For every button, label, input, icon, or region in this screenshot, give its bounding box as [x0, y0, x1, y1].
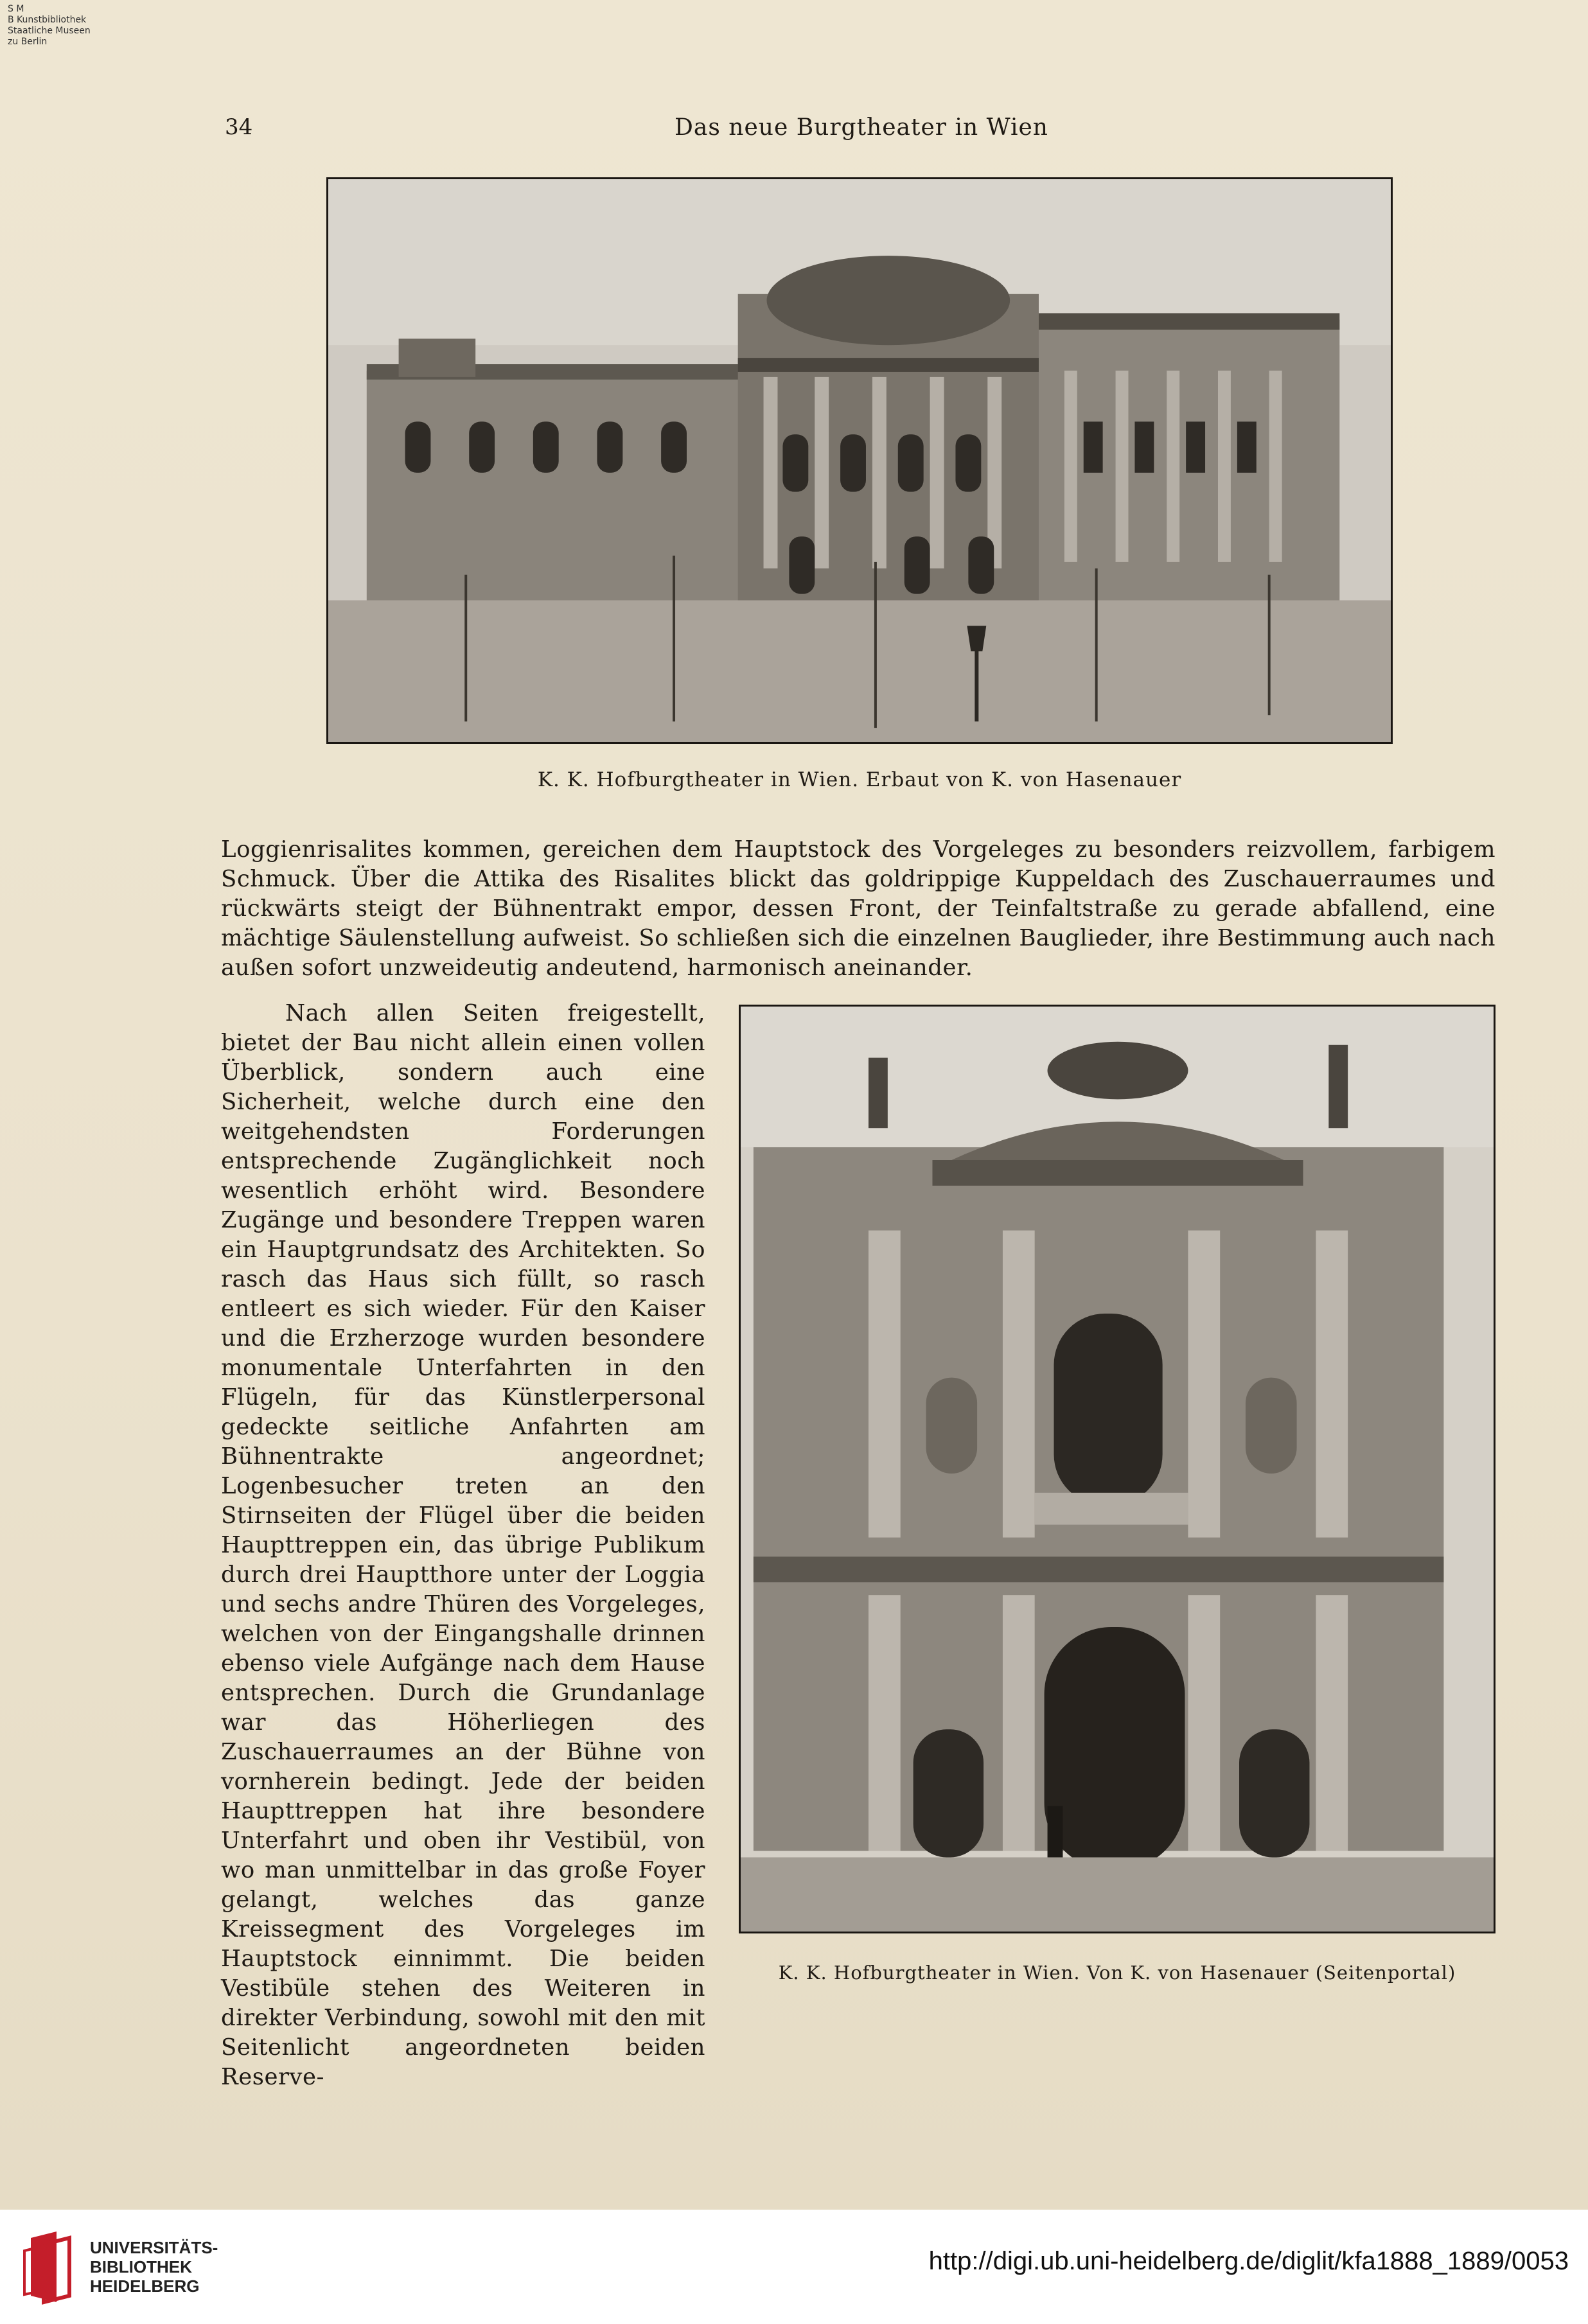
paragraph-1: Loggienrisalites kommen, gereichen dem Hauptstock des Vorgeleges zu besonders reizvollem, farbigem Schmuck. Über die Attika des Risalites blickt das goldrippige Kuppeldach des Zuschauerraumes und rückwärts steigt der Bühnentrakt empor, dessen Front, der Teinfaltstraße zu gerade abfallend, eine mächtige Säulenstellung aufweist. So schließen sich die einzelnen Bauglieder, ihre Bestimmung auch nach außen sofort unzweideutig andeutend, harmonisch aneinander.	[221, 836, 1495, 981]
library-name-line: UNIVERSITÄTS-	[90, 2238, 218, 2257]
figure-caption-side: K. K. Hofburgtheater in Wien. Von K. von Hasenauer (Seitenportal)	[778, 1962, 1456, 1984]
paragraph-2: Nach allen Seiten freigestellt, bietet der Bau nicht allein einen vollen Überblick, sondern auch eine Sicherheit, welche durch eine den weitgehendsten Forderungen entsprechende Zugänglichkeit noch wesentlich erhöht wird. Besondere Zugänge und besondere Treppen waren ein Hauptgrundsatz des Architekten. So rasch das Haus sich füllt, so rasch entleert es sich wieder. Für den Kaiser und die Erzherzoge wurden besondere monumentale Unterfahrten in den Flügeln, für das Künstlerpersonal gedeckte seitliche Anfahrten am Bühnentrakte angeordnet; Logenbesucher treten an den Stirnseiten der Flügel über die beiden Haupttreppen ein, das übrige Publikum durch drei Hauptthore unter der Loggia und sechs andre Thüren des Vorgeleges, welchen von der Eingangshalle drinnen ebenso viele Aufgänge nach dem Hause entsprechen. Durch die Grundanlage war das Höherliegen des Zuschauerraumes an der Bühne von vornherein bedingt. Jede der beiden Haupttreppen hat ihre besondere Unterfahrt und oben ihr Vestibül, von wo man unmittelbar in das große Foyer gelangt, welches das ganze Kreissegment des Vorgeleges im Hauptstock einnimmt. Die beiden Vestibüle stehen des Weiteren in direkter Verbindung, sowohl mit den mit Seitenlicht angeordneten beiden Reserve-	[221, 1000, 705, 2090]
side-portal-illustration	[739, 1005, 1495, 1933]
running-title: Das neue Burgtheater in Wien	[675, 114, 1048, 141]
source-url-link[interactable]: http://digi.ub.uni-heidelberg.de/diglit/kfa1888_1889/0053	[928, 2247, 1569, 2275]
stamp-line: zu Berlin	[8, 37, 48, 47]
stamp-line: B Kunstbibliothek	[8, 15, 87, 25]
library-name	[90, 2238, 218, 2296]
library-stamp	[8, 4, 110, 48]
running-head	[225, 114, 1498, 146]
theater-front-illustration	[326, 177, 1393, 744]
stamp-line: S M	[8, 4, 24, 14]
side-portal-drawing	[741, 1007, 1494, 1932]
library-name-line: BIBLIOTHEK	[90, 2257, 192, 2276]
digitization-footer	[0, 2210, 1588, 2324]
library-name-line: HEIDELBERG	[90, 2276, 200, 2296]
page-number: 34	[225, 114, 253, 140]
theater-front-drawing	[328, 179, 1391, 742]
figure-caption-top: K. K. Hofburgtheater in Wien. Erbaut von K. von Hasenauer	[537, 768, 1182, 791]
stamp-line: Staatliche Museen	[8, 26, 91, 36]
university-library-logo-icon	[18, 2225, 82, 2309]
